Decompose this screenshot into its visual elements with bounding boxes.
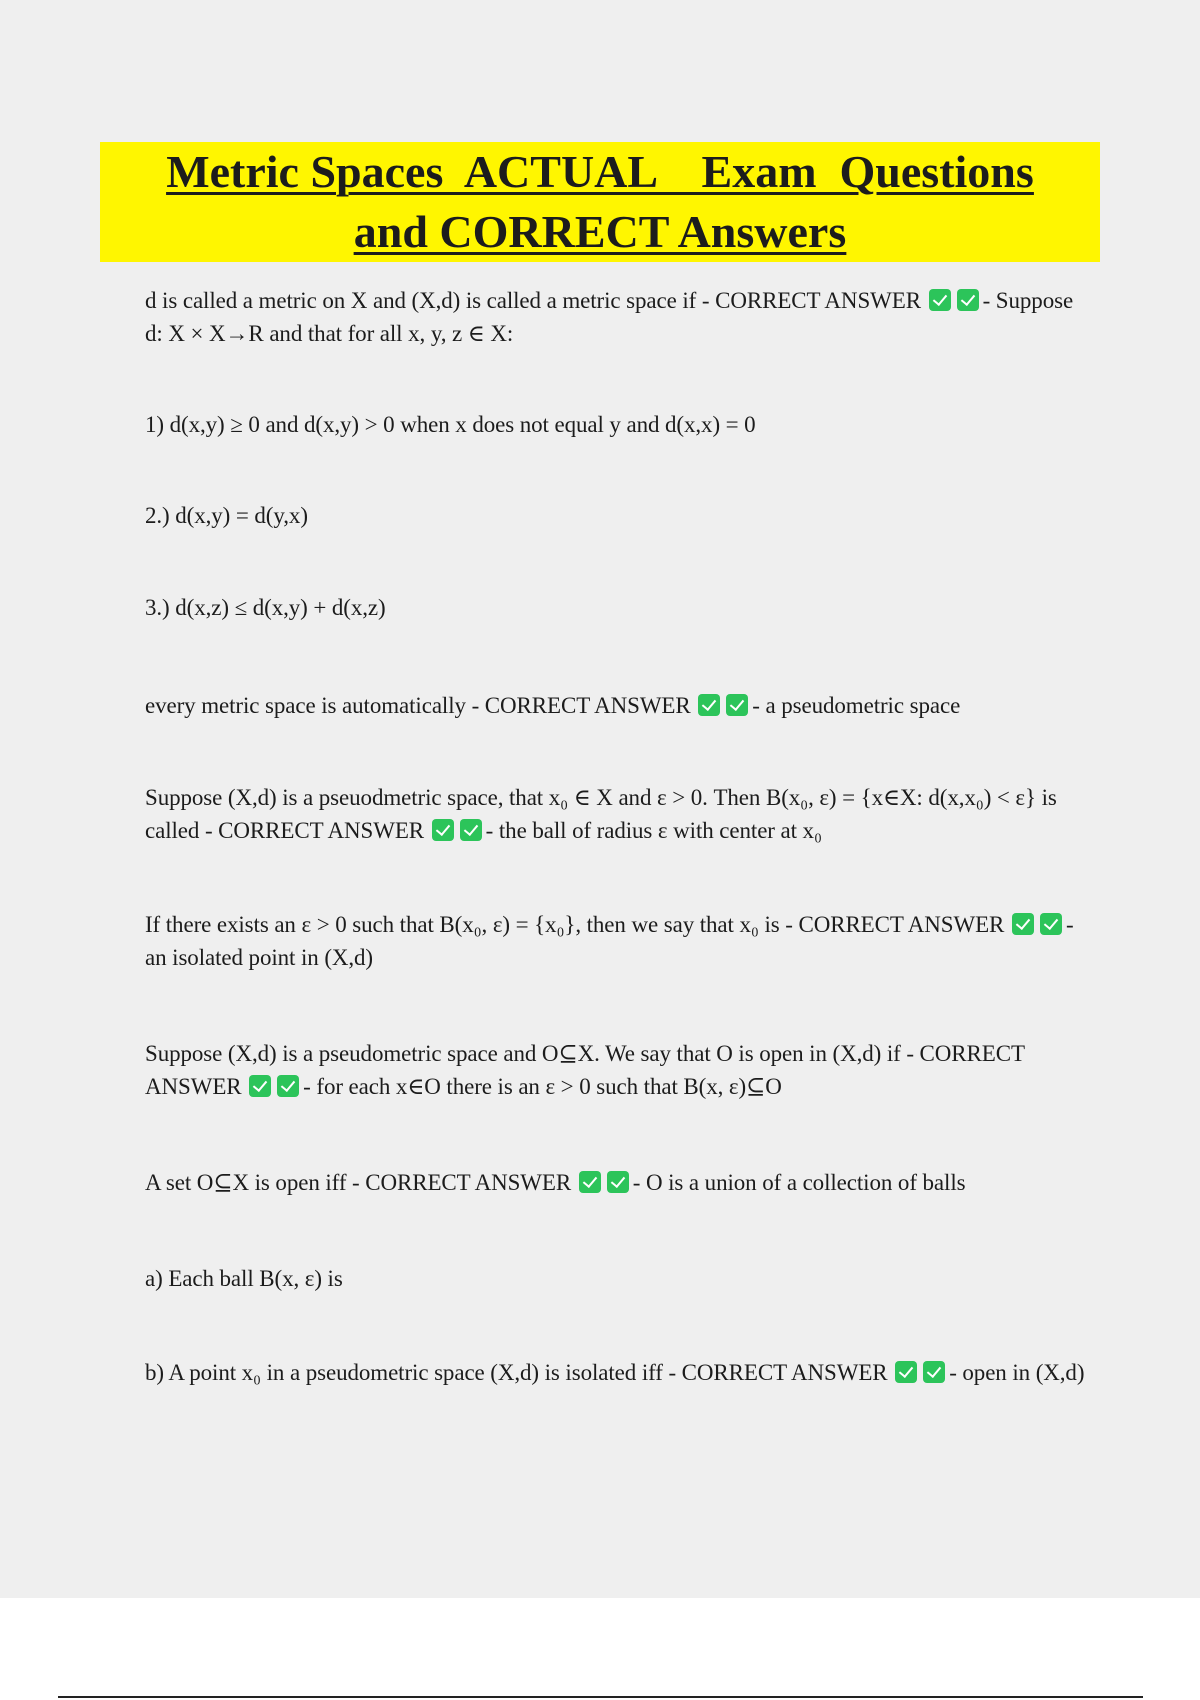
checkmark-icon: [957, 289, 979, 311]
checkmark-icon: [277, 1075, 299, 1097]
answer-text: - a pseudometric space: [752, 693, 961, 718]
checkmark-icon: [249, 1075, 271, 1097]
answer-text: - O is a union of a collection of balls: [632, 1170, 966, 1195]
title-line-1: Metric Spaces ACTUAL Exam Questions: [166, 146, 1034, 197]
question-isolated-iff: [145, 1356, 1095, 1389]
checkmark-icon: [1040, 913, 1062, 935]
checkmark-icon: [1012, 913, 1034, 935]
checkmark-icon: [460, 819, 482, 841]
question-text: Suppose (X,d) is a pseuodmetric space, that x₀ ∈ X and ε > 0. Then B(x₀, ε) = {x∈X: d(x,x₀) < ε} is called - CORRECT ANSWER: [145, 785, 1057, 843]
item-a: a) Each ball B(x, ε) is: [145, 1266, 343, 1291]
question-text: Suppose (X,d) is a pseudometric space and O⊆X. We say that O is open in (X,d) if - CORRECT ANSWER: [145, 1041, 1025, 1099]
answer-text: - an isolated point in (X,d): [145, 912, 1074, 970]
answer-text: - for each x∈O there is an ε > 0 such that B(x, ε)⊆O: [303, 1074, 782, 1099]
question-metric-pseudometric: [145, 689, 1095, 722]
condition-3: 3.) d(x,z) ≤ d(x,y) + d(x,z): [145, 595, 386, 620]
question-text: If there exists an ε > 0 such that B(x₀, ε) = {x₀}, then we say that x₀ is - CORRECT ANSWER: [145, 912, 1005, 937]
title-line-2: and CORRECT Answers: [353, 206, 847, 257]
checkmark-icon: [929, 289, 951, 311]
question-text: A set O⊆X is open iff - CORRECT ANSWER: [145, 1170, 572, 1195]
question-open-set: [145, 1037, 1095, 1103]
question-isolated-point: [145, 908, 1095, 974]
condition-1: 1) d(x,y) ≥ 0 and d(x,y) > 0 when x does not equal y and d(x,x) = 0: [145, 412, 756, 437]
checkmark-icon: [923, 1361, 945, 1383]
answer-text: - Suppose d: X × X→R and that for all x, y, z ∈ X:: [145, 288, 1074, 346]
checkmark-icon: [432, 819, 454, 841]
condition-2: 2.) d(x,y) = d(y,x): [145, 503, 308, 528]
document-title: [100, 142, 1100, 262]
question-ball-definition: [145, 781, 1095, 847]
answer-text: - open in (X,d): [949, 1360, 1085, 1385]
question-text: every metric space is automatically - CORRECT ANSWER: [145, 693, 691, 718]
question-open-iff: [145, 1166, 1095, 1199]
checkmark-icon: [726, 694, 748, 716]
checkmark-icon: [607, 1171, 629, 1193]
question-text: b) A point x₀ in a pseudometric space (X,d) is isolated iff - CORRECT ANSWER: [145, 1360, 888, 1385]
question-metric-definition: [145, 284, 1095, 350]
checkmark-icon: [698, 694, 720, 716]
checkmark-icon: [579, 1171, 601, 1193]
answer-text: - the ball of radius ε with center at x₀: [485, 818, 822, 843]
footer-divider: [58, 1696, 1143, 1698]
checkmark-icon: [895, 1361, 917, 1383]
question-text: d is called a metric on X and (X,d) is called a metric space if - CORRECT ANSWER: [145, 288, 921, 313]
